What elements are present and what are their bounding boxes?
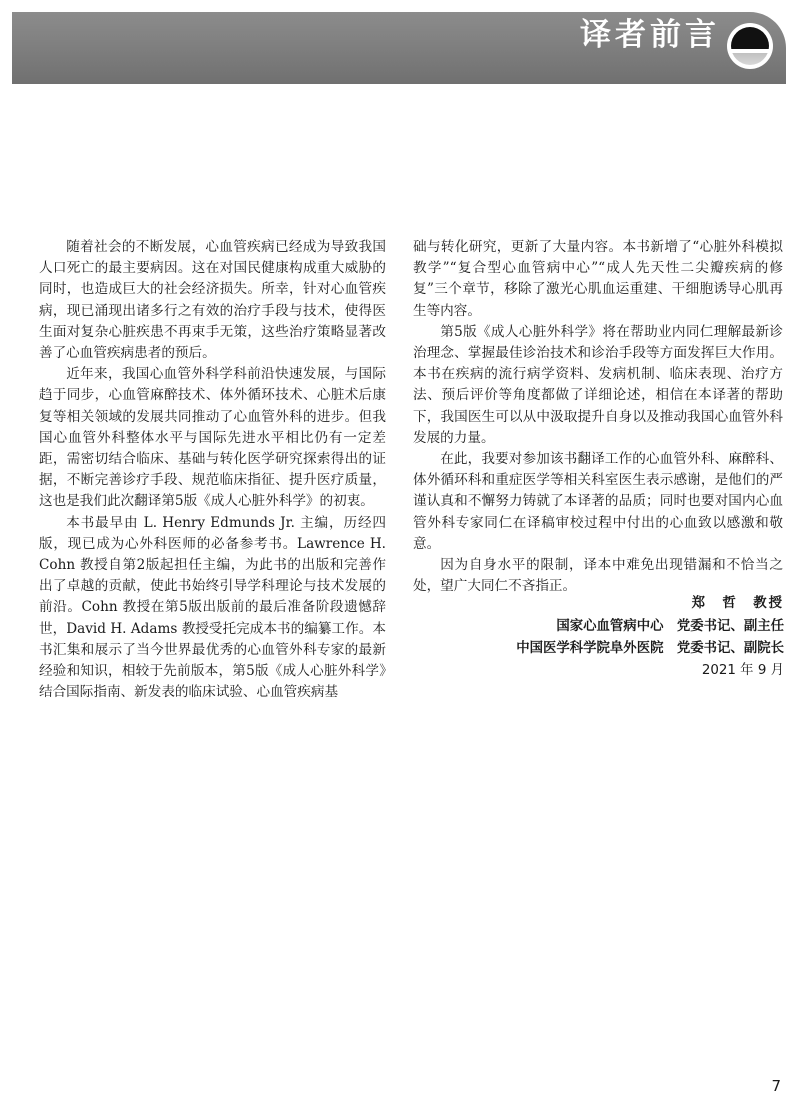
paragraph: 因为自身水平的限制，译本中难免出现错漏和不恰当之处，望广大同仁不吝指正。 xyxy=(413,557,783,595)
paragraph-continuation: 础与转化研究，更新了大量内容。本书新增了“心脏外科模拟教学”“复合型心血管病中心”“成人先天性二尖瓣疾病的修复”三个章节，移除了激光心肌血运重建、干细胞诱导心肌再生等内容。 xyxy=(413,239,783,319)
translator-affiliation-2: 中国医学科学院阜外医院 党委书记、副院长 xyxy=(516,641,784,656)
paragraph: 在此，我要对参加该书翻译工作的心血管外科、麻醉科、体外循环科和重症医学等相关科室医生表示感谢，是他们的严谨认真和不懈努力铸就了本译著的品质；同时也要对国内心血管外科专家同仁在译稿审校过程中付出的心血致以感激和敬意。 xyxy=(413,451,783,552)
paragraph: 本书最早由 L. Henry Edmunds Jr. 主编，历经四版，现已成为心外科医师的必备参考书。Lawrence H. Cohn 教授自第2版起担任主编，为此书的出版和完善作出了卓越的贡献，使此书始终引导学科理论与技术发展的前沿。Cohn 教授在第5版出版前的最后准备阶段遗憾辞世，David H. Adams 教授受托完成本书的编纂工作。本书汇集和展示了当今世界最优秀的心血管外科专家的最新经验和知识，相较于先前版本，第5版《成人心脏外科学》结合国际指南、新发表的临床试验、心血管疾病基 xyxy=(39,514,386,701)
translator-name: 郑 哲 教授 xyxy=(691,596,784,611)
left-text-column xyxy=(39,237,386,703)
paragraph: 第5版《成人心脏外科学》将在帮助业内同仁理解最新诊治理念、掌握最佳诊治技术和诊治手段等方面发挥巨大作用。本书在疾病的流行病学资料、发病机制、临床表现、治疗方法、预后评价等角度都做了详细论述，相信在本译著的帮助下，我国医生可以从中汲取提升自身以及推动我国心血管外科发展的力量。 xyxy=(413,323,783,446)
page-title: 译者前言 xyxy=(580,17,720,53)
chapter-emblem-inner-icon xyxy=(731,27,769,65)
translator-affiliation-1: 国家心血管病中心 党委书记、副主任 xyxy=(556,619,784,634)
page-number: 7 xyxy=(771,1077,781,1095)
right-text-column xyxy=(413,237,783,597)
paragraph: 近年来，我国心血管外科学科前沿快速发展，与国际趋于同步，心血管麻醉技术、体外循环技术、心脏术后康复等相关领域的发展共同推动了心血管外科的进步。但我国心血管外科整体水平与国际先进水平相比仍有一定差距，需密切结合临床、基础与转化医学研究探索得出的证据，不断完善诊疗手段、规范临床指征、提升医疗质量，这也是我们此次翻译第5版《成人心脏外科学》的初衷。 xyxy=(39,366,386,510)
paragraph: 随着社会的不断发展，心血管疾病已经成为导致我国人口死亡的最主要病因。这在对国民健康构成重大威胁的同时，也造成巨大的社会经济损失。所幸，针对心血管疾病，现已涌现出诸多行之有效的治疗手段与技术，使得医生面对复杂心脏疾患不再束手无策，这些治疗策略显著改善了心血管疾病患者的预后。 xyxy=(39,239,386,362)
signature-date: 2021 年 9 月 xyxy=(701,663,784,678)
